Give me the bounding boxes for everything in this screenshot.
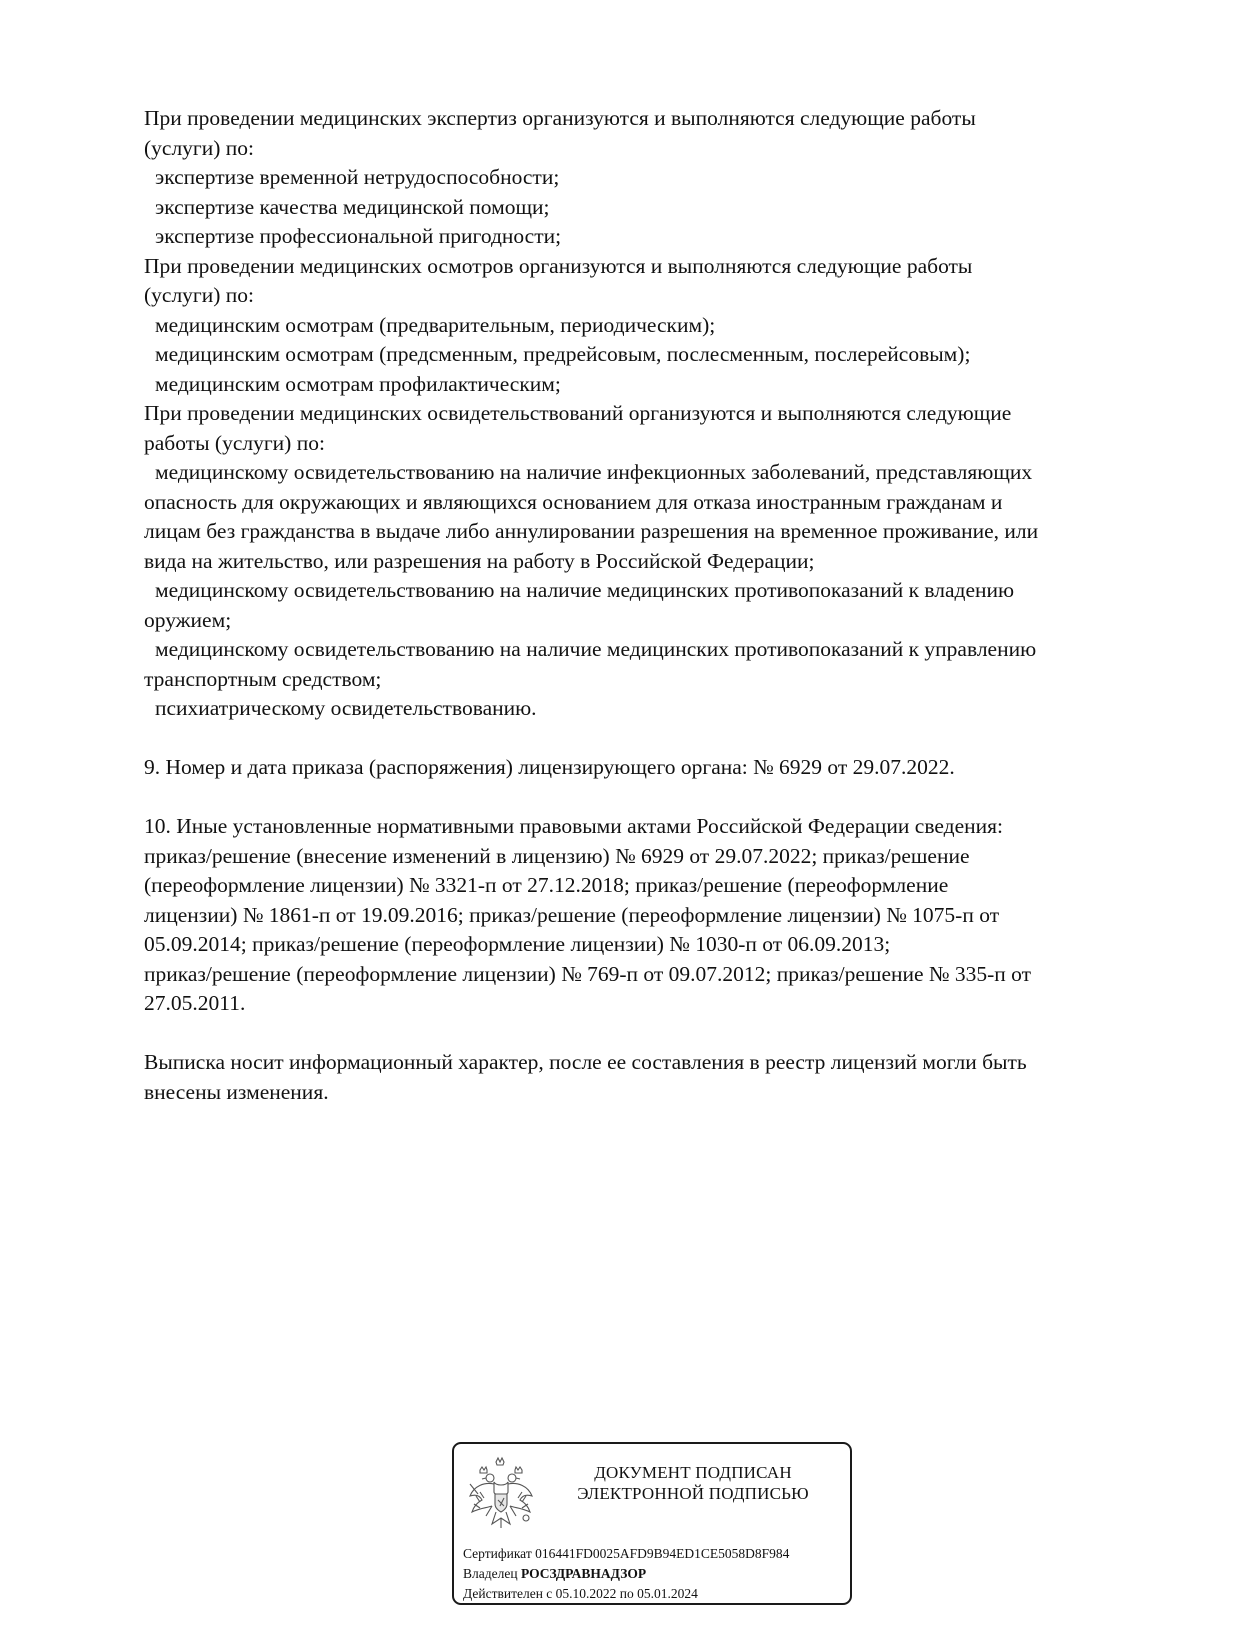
owner-value: РОСЗДРАВНАДЗОР bbox=[520, 1566, 647, 1581]
list-item-continuation: транспортным средством; bbox=[144, 666, 382, 691]
disclaimer-line: внесены изменения. bbox=[144, 1079, 329, 1104]
certificate-value: 016441FD0025AFD9B94ED1CE5058D8F984 bbox=[535, 1546, 790, 1561]
section-10-line: 10. Иные установленные нормативными правовыми актами Российской Федерации сведения: bbox=[144, 814, 1003, 838]
list-item: медицинскому освидетельствованию на наличие медицинских противопоказаний к владению bbox=[155, 578, 1015, 602]
list-item: медицинским осмотрам (предварительным, периодическим); bbox=[155, 312, 716, 337]
list-item: медицинским осмотрам (предсменным, предрейсовым, послесменным, послерейсовым); bbox=[155, 342, 971, 366]
certification-intro-line1: При проведении медицинских освидетельствований организуются и выполняются следующие bbox=[144, 401, 1012, 425]
stamp-title bbox=[544, 1462, 842, 1504]
examinations-intro-line2: (услуги) по: bbox=[144, 283, 255, 307]
list-item: медицинскому освидетельствованию на наличие инфекционных заболеваний, представляющих bbox=[155, 460, 1033, 484]
stamp-title-line2: ЭЛЕКТРОННОЙ ПОДПИСЬЮ bbox=[577, 1484, 809, 1503]
stamp-title-line1: ДОКУМЕНТ ПОДПИСАН bbox=[594, 1463, 792, 1482]
owner-label: Владелец bbox=[463, 1566, 518, 1581]
section-10-line: лицензии) № 1861-п от 19.09.2016; приказ/решение (переоформление лицензии) № 1075-п от bbox=[144, 902, 1000, 927]
section-10-line: приказ/решение (внесение изменений в лицензию) № 6929 от 29.07.2022; приказ/решение bbox=[144, 843, 970, 868]
section-9: 9. Номер и дата приказа (распоряжения) лицензирующего органа: № 6929 от 29.07.2022. bbox=[144, 755, 955, 779]
validity-row: Действителен с 05.10.2022 по 05.01.2024 bbox=[463, 1586, 698, 1601]
stamp-info bbox=[463, 1544, 789, 1604]
section-10-line: 27.05.2011. bbox=[144, 991, 246, 1015]
list-item: медицинскому освидетельствованию на наличие медицинских противопоказаний к управлению bbox=[155, 637, 1037, 661]
section-10-line: (переоформление лицензии) № 3321-п от 27.12.2018; приказ/решение (переоформление bbox=[144, 873, 949, 897]
section-10-line: приказ/решение (переоформление лицензии) № 769-п от 09.07.2012; приказ/решение № 335-п от bbox=[144, 961, 1031, 986]
certification-intro-line2: работы (услуги) по: bbox=[144, 430, 325, 455]
certificate-row bbox=[463, 1544, 789, 1564]
expertise-intro-line2: (услуги) по: bbox=[144, 135, 255, 160]
expertise-intro-line1: При проведении медицинских экспертиз организуются и выполняются следующие работы bbox=[144, 106, 976, 130]
electronic-signature-stamp bbox=[452, 1442, 852, 1605]
section-10-line: 05.09.2014; приказ/решение (переоформление лицензии) № 1030-п от 06.09.2013; bbox=[144, 932, 891, 956]
russian-coat-of-arms-icon bbox=[466, 1456, 536, 1534]
list-item: психиатрическому освидетельствованию. bbox=[155, 696, 537, 720]
paragraph-gap bbox=[144, 724, 1154, 754]
list-item: экспертизе профессиональной пригодности; bbox=[155, 224, 562, 248]
list-item: медицинским осмотрам профилактическим; bbox=[155, 371, 561, 396]
disclaimer-line: Выписка носит информационный характер, после ее составления в реестр лицензий могли быть bbox=[144, 1050, 1027, 1074]
list-item-continuation: оружием; bbox=[144, 607, 232, 632]
paragraph-gap bbox=[144, 1019, 1154, 1049]
certificate-label: Сертификат bbox=[463, 1546, 532, 1561]
list-item-continuation: опасность для окружающих и являющихся основанием для отказа иностранным гражданам и bbox=[144, 489, 1003, 514]
examinations-intro-line1: При проведении медицинских осмотров организуются и выполняются следующие работы bbox=[144, 253, 973, 278]
list-item-continuation: лицам без гражданства в выдаче либо аннулировании разрешения на временное проживание, или bbox=[144, 519, 1039, 543]
list-item: экспертизе временной нетрудоспособности; bbox=[155, 165, 560, 189]
list-item: экспертизе качества медицинской помощи; bbox=[155, 194, 550, 219]
paragraph-gap bbox=[144, 783, 1154, 813]
list-item-continuation: вида на жительство, или разрешения на работу в Российской Федерации; bbox=[144, 548, 815, 573]
document-body bbox=[144, 104, 1154, 1107]
owner-row bbox=[463, 1564, 789, 1584]
